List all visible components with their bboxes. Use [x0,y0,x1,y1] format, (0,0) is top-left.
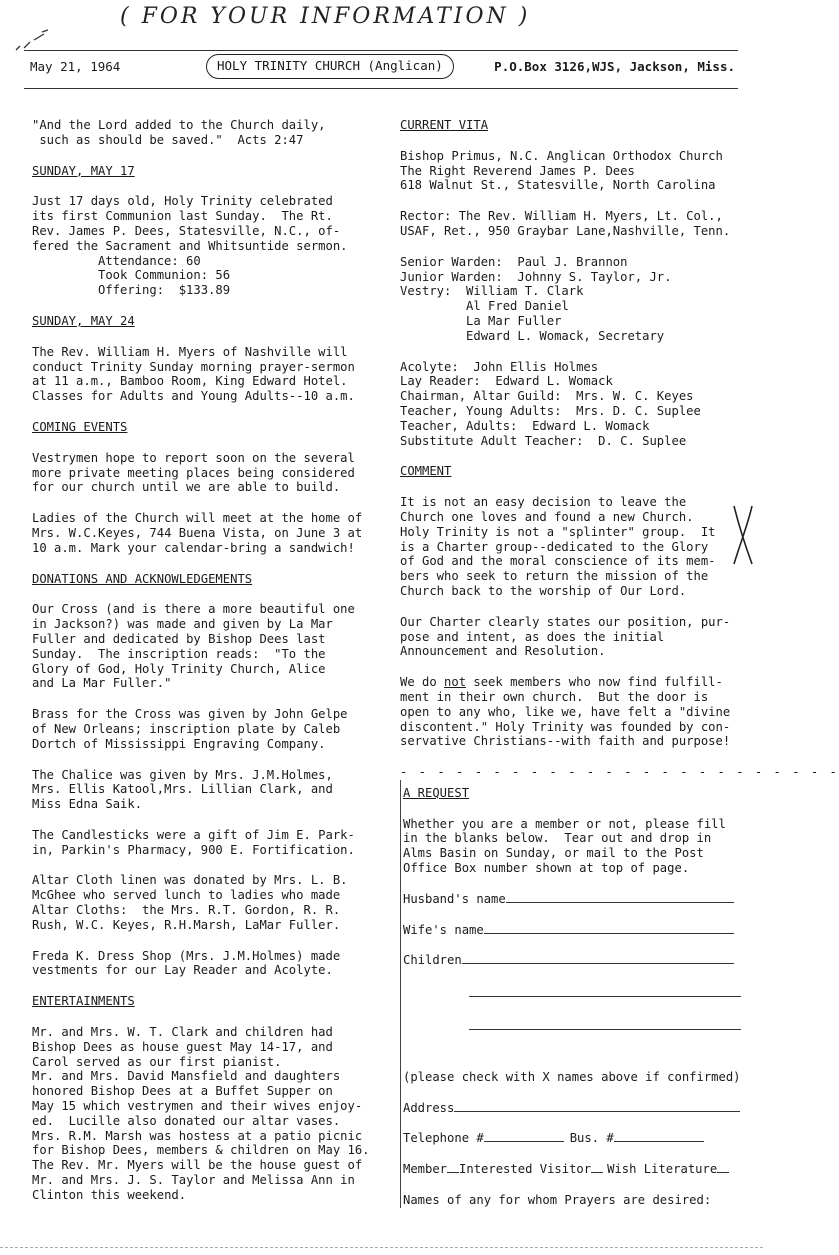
paragraph-line: of God and the moral conscience of its mem- [400,554,716,569]
handwritten-x-mark [728,502,758,568]
telephone-blank[interactable] [484,1131,564,1142]
children-blank-row[interactable] [403,986,745,1001]
paragraph-line: The Rev. William H. Myers of Nashville will [32,344,348,359]
paragraph-line: Brass for the Cross was given by John Gelpe [32,707,348,722]
visitor-checkbox[interactable] [591,1162,603,1173]
paragraph-line: Carol served as our first pianist. [32,1054,282,1069]
paragraph-line: Sunday. The inscription reads: "To the [32,646,326,661]
husband-name-blank[interactable] [506,892,734,903]
paragraph-line: The Rev. Mr. Myers will be the house guest of [32,1158,363,1173]
vita-line: Bishop Primus, N.C. Anglican Orthodox Church [400,148,723,163]
bus-telephone-blank[interactable] [614,1131,704,1142]
scripture-quote-line: such as should be saved." Acts 2:47 [32,132,304,147]
address-field[interactable] [403,1101,745,1116]
paragraph-line: Our Charter clearly states our position, pur- [400,614,731,629]
paragraph-line: is a Charter group--dedicated to the Glory [400,539,709,554]
paragraph-line: Fuller and dedicated by Bishop Dees last [32,631,326,646]
paragraph-line: Church back to the worship of Our Lord. [400,583,687,598]
page-bottom-edge [0,1247,763,1248]
church-address: P.O.Box 3126,WJS, Jackson, Miss. [494,59,735,74]
vita-line: 618 Walnut St., Statesville, North Carolina [400,178,716,193]
literature-checkbox[interactable] [717,1162,729,1173]
paragraph-line: Freda K. Dress Shop (Mrs. J.M.Holmes) made [32,948,341,963]
telephone-field[interactable] [403,1131,745,1146]
communion-stat: Took Communion: 56 [98,268,231,283]
bus-telephone-label: Bus. # [569,1131,614,1146]
handwritten-note: ( FOR YOUR INFORMATION ) [120,4,531,29]
vita-line: Teacher, Young Adults: Mrs. D. C. Suplee [400,403,701,418]
paragraph-line: ment in their own church. But the door is [400,689,709,704]
paragraph-line: more private meeting places being considered [32,465,355,480]
paragraph-line: Mrs. R.M. Marsh was hostess at a patio picnic [32,1128,363,1143]
paragraph-line: conduct Trinity Sunday morning prayer-sermon [32,359,355,374]
paragraph-line: Mr. and Mrs. David Mansfield and daughters [32,1069,341,1084]
header-bottom-rule [24,88,738,89]
member-label: Member [403,1162,448,1177]
paragraph-line: The Chalice was given by Mrs. J.M.Holmes, [32,767,333,782]
telephone-label: Telephone # [403,1131,484,1146]
children-label: Children [403,953,462,968]
children-field[interactable] [403,953,745,968]
paragraph-line: Mrs. Ellis Katool,Mrs. Lillian Clark, and [32,782,333,797]
issue-date: May 21, 1964 [30,59,121,74]
paragraph-line: Mr. and Mrs. J. S. Taylor and Melissa Ann in [32,1173,355,1188]
confirm-instruction: (please check with X names above if confirmed) [403,1069,741,1084]
text-fragment: seek members who now find fulfill- [466,675,723,690]
heading-comment: COMMENT [400,464,452,479]
paragraph-line: Dortch of Mississippi Engraving Company. [32,736,326,751]
address-blank[interactable] [454,1101,740,1112]
paragraph-line: its first Communion last Sunday. The Rt. [32,209,333,224]
visitor-label: Interested Visitor [459,1162,592,1177]
paragraph-line: Rev. James P. Dees, Statesville, N.C., of- [32,223,341,238]
paragraph-line [400,675,745,690]
paragraph-line: Holy Trinity is not a "splinter" group. It [400,524,716,539]
paragraph-line: Rush, W.C. Keyes, R.H.Marsh, LaMar Fuller. [32,917,341,932]
scripture-quote-line: "And the Lord added to the Church daily, [32,118,326,132]
attendance-stat: Attendance: 60 [98,253,201,268]
vita-line: Lay Reader: Edward L. Womack [400,374,613,389]
instruction-line: Alms Basin on Sunday, or mail to the Post [403,846,704,861]
paragraph-line: servative Christians--with faith and purpose! [400,734,731,749]
paragraph-line: Vestrymen hope to report soon on the several [32,450,355,465]
paragraph-line: Just 17 days old, Holy Trinity celebrated [32,194,333,209]
vita-line: The Right Reverend James P. Dees [400,163,635,178]
paragraph-line: May 15 which vestrymen and their wives enjoy- [32,1099,363,1114]
emphasis-not: not [444,675,467,690]
vita-line: Junior Warden: Johnny S. Taylor, Jr. [400,269,672,284]
paragraph-line: Ladies of the Church will meet at the home of [32,511,363,526]
left-column [32,118,377,1203]
heading-donations: DONATIONS AND ACKNOWLEDGEMENTS [32,571,253,586]
paragraph-line: Bishop Dees as house guest May 14-17, and [32,1039,333,1054]
paragraph-line: Mrs. W.C.Keyes, 744 Buena Vista, on June 3 at [32,525,363,540]
vita-line: Rector: The Rev. William H. Myers, Lt. Col., [400,209,723,224]
vita-line: La Mar Fuller [400,313,562,328]
paragraph-line: open to any who, like we, have felt a "divine [400,704,731,719]
children-blank[interactable] [469,1019,741,1030]
husband-name-label: Husband's name [403,891,506,906]
prayers-label: Names of any for whom Prayers are desired: [403,1193,712,1208]
offering-stat: Offering: $133.89 [98,283,231,298]
paragraph-line: Our Cross (and is there a more beautiful one [32,602,355,617]
paragraph-line: Mr. and Mrs. W. T. Clark and children had [32,1025,333,1040]
paragraph-line: Announcement and Resolution. [400,644,606,659]
paragraph-line: bers who seek to return the mission of the [400,569,709,584]
heading-current-vita: CURRENT VITA [400,118,489,132]
church-name: HOLY TRINITY CHURCH (Anglican) [206,54,454,79]
paragraph-line: in, Parkin's Pharmacy, 900 E. Fortification. [32,842,355,857]
children-blank-row[interactable] [403,1019,745,1034]
paragraph-line: in Jackson?) was made and given by La Mar [32,617,333,632]
vita-line: Substitute Adult Teacher: D. C. Suplee [400,433,687,448]
paragraph-line: for Bishop Dees, members & children on May 16. [32,1143,370,1158]
text-fragment: We do [400,675,445,690]
paragraph-line: and La Mar Fuller." [32,676,172,691]
paragraph-line: 10 a.m. Mark your calendar-bring a sandwich! [32,540,355,555]
paragraph-line: Glory of God, Holy Trinity Church, Alice [32,661,326,676]
paragraph-line: discontent." Holy Trinity was founded by con- [400,719,731,734]
paragraph-line: of New Orleans; inscription plate by Caleb [32,721,341,736]
husband-name-field[interactable] [403,892,745,907]
paragraph-line: fered the Sacrament and Whitsuntide sermon. [32,238,348,253]
tear-line: - - - - - - - - - - - - - - - - - - - - - - - - [400,765,839,780]
paragraph-line: pose and intent, as does the initial [400,629,665,644]
vita-line: Chairman, Altar Guild: Mrs. W. C. Keyes [400,389,694,404]
heading-sunday-may-17: SUNDAY, MAY 17 [32,163,135,178]
vita-line: Al Fred Daniel [400,299,569,314]
heading-a-request: A REQUEST [403,785,470,800]
paragraph-line: The Candlesticks were a gift of Jim E. Park- [32,827,355,842]
children-blank[interactable] [469,986,741,997]
paragraph-line: Clinton this weekend. [32,1187,187,1202]
heading-coming-events: COMING EVENTS [32,419,128,434]
vita-line: Teacher, Adults: Edward L. Womack [400,418,650,433]
paragraph-line: Altar Cloth linen was donated by Mrs. L. B. [32,873,348,888]
paragraph-line: It is not an easy decision to leave the [400,495,687,510]
heading-entertainments: ENTERTAINMENTS [32,994,135,1009]
paragraph-line: Church one loves and found a new Church. [400,509,694,524]
children-blank[interactable] [462,953,734,964]
vita-line: Acolyte: John Ellis Holmes [400,359,599,374]
paragraph-line: honored Bishop Dees at a Buffet Supper on [32,1084,333,1099]
paragraph-line: at 11 a.m., Bamboo Room, King Edward Hotel. [32,374,348,389]
paragraph-line: McGhee who served lunch to ladies who made [32,888,341,903]
heading-sunday-may-24: SUNDAY, MAY 24 [32,313,135,328]
paragraph-line: Miss Edna Saik. [32,797,143,812]
request-form [400,780,745,1208]
wife-name-blank[interactable] [484,923,734,934]
wife-name-label: Wife's name [403,922,484,937]
instruction-line: Whether you are a member or not, please fill [403,816,726,831]
wife-name-field[interactable] [403,923,745,938]
paragraph-line: Altar Cloths: the Mrs. R.T. Gordon, R. R. [32,903,341,918]
literature-label: Wish Literature [607,1162,718,1177]
address-label: Address [403,1100,455,1115]
paragraph-line: Classes for Adults and Young Adults--10 a.m. [32,389,355,404]
paragraph-line: vestments for our Lay Reader and Acolyte. [32,963,333,978]
newsletter-header [30,56,735,82]
header-top-rule [24,50,738,51]
instruction-line: Office Box number shown at top of page. [403,861,690,876]
right-column [400,118,839,1208]
pen-scribble-icon [14,28,54,58]
paragraph-line: for our church until we are able to build. [32,480,341,495]
vita-line: Edward L. Womack, Secretary [400,328,665,343]
vita-line: Vestry: William T. Clark [400,284,584,299]
paragraph-line: ed. Lucille also donated our altar vases. [32,1113,341,1128]
vita-line: Senior Warden: Paul J. Brannon [400,254,628,269]
member-checkbox[interactable] [447,1162,459,1173]
vita-line: USAF, Ret., 950 Graybar Lane,Nashville, Tenn. [400,223,731,238]
instruction-line: in the blanks below. Tear out and drop in [403,831,712,846]
membership-options [403,1162,745,1177]
